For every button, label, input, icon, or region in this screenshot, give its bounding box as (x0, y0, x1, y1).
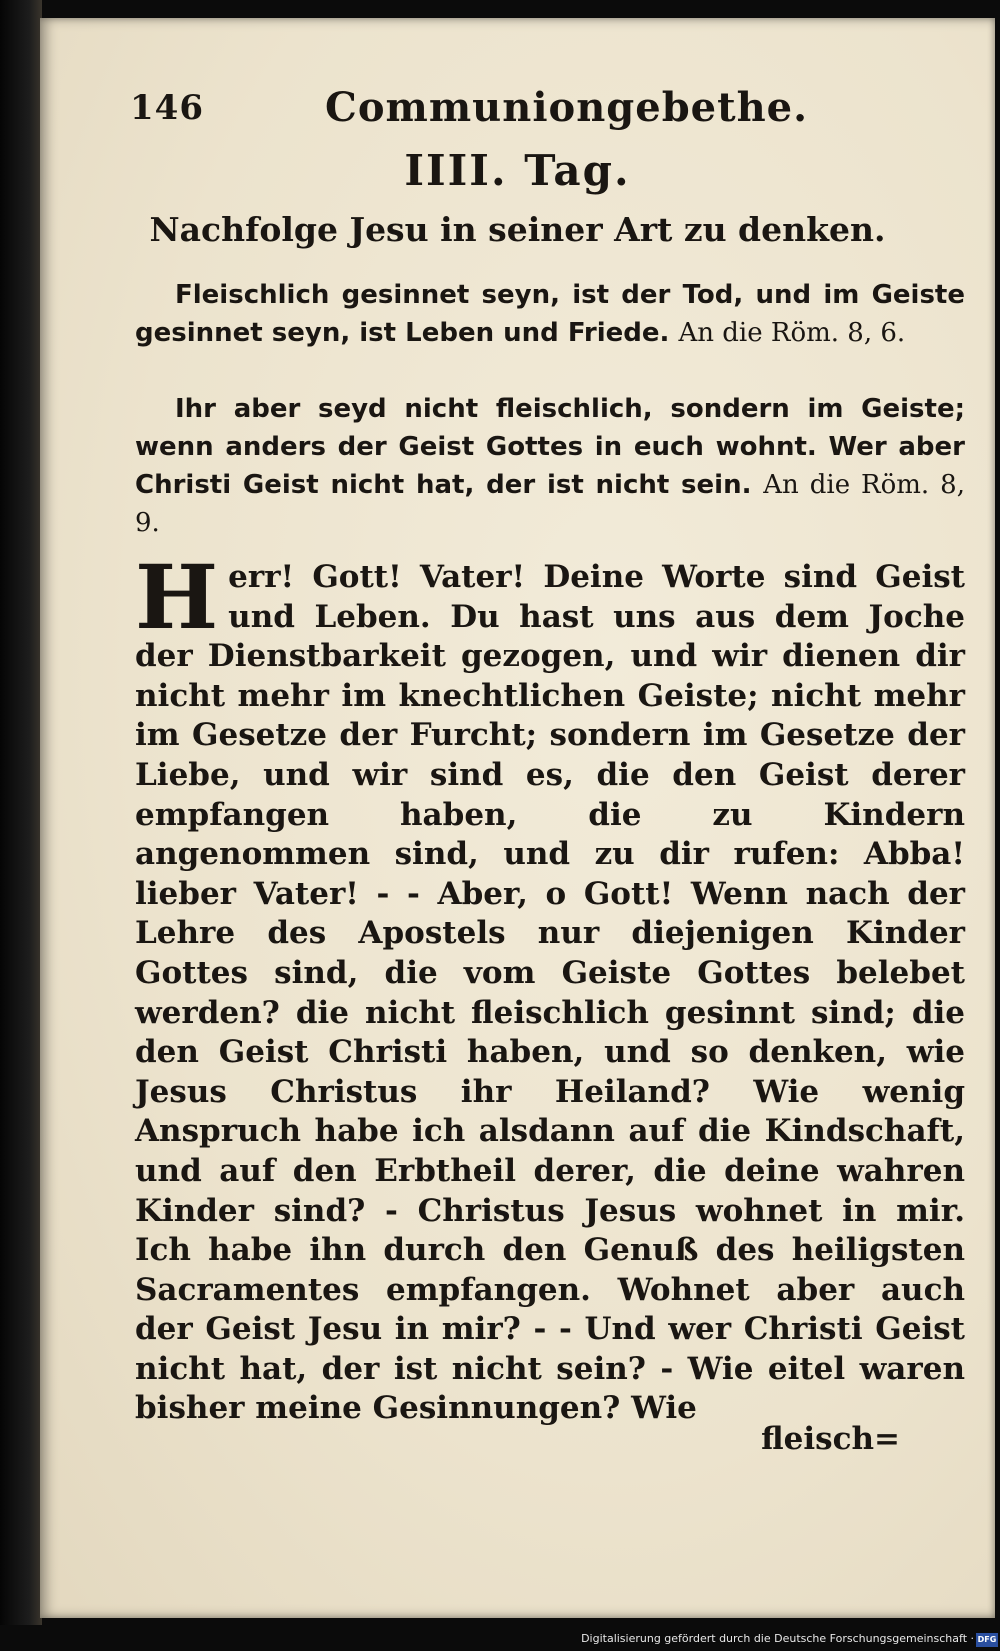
scripture-quote-1 (135, 276, 965, 352)
quote-reference: An die Röm. 8, 9. (135, 470, 965, 538)
prayer-text: err! Gott! Vater! Deine Worte sind Geist und Leben. Du hast uns aus dem Joche der Dienstbarkeit gezogen, und wir dienen dir nicht mehr im knechtlichen Geiste; nicht mehr im Gesetze der Furcht; sondern im Gesetze der Liebe, und wir sind es, die den Geist derer empfangen haben, die zu Kindern angenommen sind, und zu dir rufen: Abba! lieber Vater! - - Aber, o Gott! Wenn nach der Lehre des Apostels nur diejenigen Kinder Gottes sind, die vom Geiste Gottes belebet werden? die nicht fleischlich gesinnt sind; die den Geist Christi haben, und so denken, wie Jesus Christus ihr Heiland? Wie wenig Anspruch habe ich alsdann auf die Kindschaft, und auf den Erbtheil derer, die deine wahren Kinder sind? - Christus Jesus wohnet in mir. Ich habe ihn durch den Genuß des heiligsten Sacramentes empfangen. Wohnet aber auch der Geist Jesu in mir? - - Und wer Christi Geist nicht hat, der ist nicht sein? - Wie eitel waren bisher meine Gesinnungen? Wie (135, 559, 965, 1427)
day-heading: IIII. Tag. (404, 146, 631, 195)
scripture-quote-2 (135, 390, 965, 542)
book-spine-shadow (0, 0, 42, 1651)
drop-cap: H (135, 545, 219, 649)
funding-credit: Digitalisierung gefördert durch die Deutsche Forschungsgemeinschaft · (581, 1632, 974, 1645)
section-subtitle: Nachfolge Jesu in seiner Art zu denken. (149, 210, 886, 249)
page-number: 146 (130, 88, 204, 128)
catchword: fleisch= (761, 1421, 900, 1457)
book-page (40, 18, 995, 1618)
running-title: Communiongebethe. (325, 84, 809, 131)
quote-text: Fleischlich gesinnet seyn, ist der Tod, und im Geiste gesinnet seyn, ist Leben und Friede. (135, 280, 965, 348)
quote-text: Ihr aber seyd nicht fleischlich, sondern im Geiste; wenn anders der Geist Gottes in euch wohnt. Wer aber Christi Geist nicht hat, der ist nicht sein. (135, 394, 965, 500)
digitization-footer (0, 1625, 1000, 1651)
quote-reference: An die Röm. 8, 6. (678, 318, 906, 348)
prayer-body (135, 545, 965, 1429)
dfg-logo: DFG (976, 1633, 998, 1647)
page-header (130, 78, 960, 138)
